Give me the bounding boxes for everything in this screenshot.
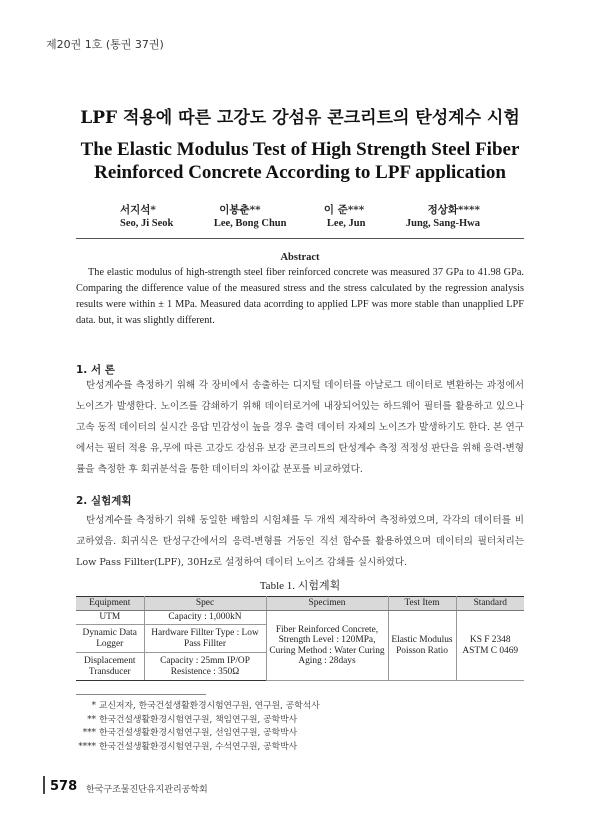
cell-equipment: UTM (76, 611, 144, 625)
cell-equipment: Displacement Transducer (76, 653, 144, 681)
section-experiment-title: 2. 실험계획 (76, 495, 132, 507)
footnote-text: 교신저자, 한국건설생활환경시험연구원, 연구원, 공학석사 (99, 701, 320, 711)
cell-standard: KS F 2348 ASTM C 0469 (456, 611, 524, 681)
abstract-body (76, 265, 524, 329)
cell-spec: Capacity : 1,000kN (144, 611, 266, 625)
header-spec: Spec (144, 597, 266, 611)
cell-spec: Hardware Fillter Type : Low Pass Fillter (144, 625, 266, 653)
journal-volume-header: 제20권 1호 (통권 37권) (46, 38, 164, 51)
author-korean-4: 정상화**** (427, 204, 480, 216)
table-header-row (76, 597, 524, 611)
author-korean-2: 이봉춘** (219, 204, 261, 216)
footnote-mark: * (91, 701, 96, 711)
table-caption: Table 1. 시험계획 (259, 580, 341, 592)
page-number: 578 (50, 779, 78, 794)
authors-english (120, 218, 480, 229)
cell-specimen: Fiber Reinforced Concrete, Strength Level : 120MPa, Curing Method : Water Curing Aging : 28days (266, 611, 388, 681)
footnote-text: 한국건설생활환경시험연구원, 선임연구원, 공학박사 (99, 728, 298, 739)
test-plan-table (76, 596, 524, 681)
header-equipment: Equipment (76, 597, 144, 611)
author-korean-3: 이 준*** (323, 204, 365, 216)
english-title-line2: Reinforced Concrete According to LPF application (94, 162, 506, 183)
footnote-divider (76, 694, 206, 695)
authors-korean (120, 202, 480, 217)
journal-name: 한국구조물진단유지관리공학회 (86, 785, 208, 795)
cell-equipment: Dynamic Data Logger (76, 625, 144, 653)
footer-bar (43, 776, 45, 794)
author-divider (76, 238, 524, 239)
author-korean-1: 서지석* (120, 204, 156, 216)
abstract-paragraph: The elastic modulus of high-strength steel fiber reinforced concrete was measured 37 GPa to 41.98 GPa. Comparing the difference value of the measured stress and the stress calculated by the regression analysis results were within ± 1 MPa. Measured data acorrding to applied LPF was more stable than unapplied LPF data. but, it was slightly different. (76, 267, 524, 326)
author-english-3: Lee, Jun (326, 218, 366, 229)
cell-test-item: Elastic Modulus Poisson Ratio (388, 611, 456, 681)
author-english-1: Seo, Ji Seok (120, 218, 174, 229)
footnote-item (76, 727, 320, 741)
experiment-paragraph: 탄성계수를 측정하기 위해 동일한 배합의 시험체를 두 개씩 제작하여 측정하였으며, 각각의 데이터를 비교하였음. 회귀식은 탄성구간에서의 응력-변형를 거동인 직선 함수를 활용하였으며 데이터의 필터처리는 Low Pass Fillter(LPF), 30Hz로 설정하여 데이터 노이즈 감쇄를 실시하였다. (76, 515, 524, 568)
abstract-title: Abstract (280, 252, 320, 263)
header-standard: Standard (456, 597, 524, 611)
english-title-line1: The Elastic Modulus Test of High Strength Steel Fiber (80, 139, 520, 160)
table-row (76, 611, 524, 625)
section-experiment-text (76, 510, 524, 573)
footnote-item (76, 700, 320, 714)
author-english-4: Jung, Sang-Hwa (405, 218, 480, 229)
footnote-text: 한국건설생활환경시험연구원, 책임연구원, 공학박사 (99, 714, 298, 725)
section-introduction-text (76, 375, 524, 480)
footnotes (76, 700, 320, 754)
footnote-mark: ** (87, 714, 96, 725)
footnote-mark: *** (82, 728, 96, 739)
section-introduction-title: 1. 서 론 (76, 364, 115, 376)
cell-spec: Capacity : 25mm IP/OP Resistence : 350Ω (144, 653, 266, 681)
header-specimen: Specimen (266, 597, 388, 611)
header-test-item: Test Item (388, 597, 456, 611)
footnote-item (76, 741, 320, 755)
footnote-item (76, 714, 320, 728)
footnote-text: 한국건설생활환경시험연구원, 수석연구원, 공학박사 (99, 741, 298, 752)
korean-title: LPF 적용에 따른 고강도 강섬유 콘크리트의 탄성계수 시험 (80, 108, 520, 128)
author-english-2: Lee, Bong Chun (213, 218, 287, 229)
introduction-paragraph: 탄성계수를 측정하기 위해 각 장비에서 송출하는 디지털 데이터를 아날로그 데이터로 변환하는 과정에서 노이즈가 발생한다. 노이즈를 감쇄하기 위해 데이터로거에 내장되어있는 하드웨어 필터를 활용하고 있으나 고속 동적 데이터의 실시간 응답 민감성이 높을 경우 출력 데이터 자체의 노이즈가 발생하기도 한다. 본 연구에서는 필터 적용 유,무에 따른 고강도 강섬유 보강 콘크리트의 탄성계수 측정 적정성 판단을 위해 응력-변형률을 측정한 후 회귀분석을 통한 데이터의 차이값 분포를 비교하였다. (76, 380, 524, 475)
footnote-mark: **** (78, 741, 96, 752)
